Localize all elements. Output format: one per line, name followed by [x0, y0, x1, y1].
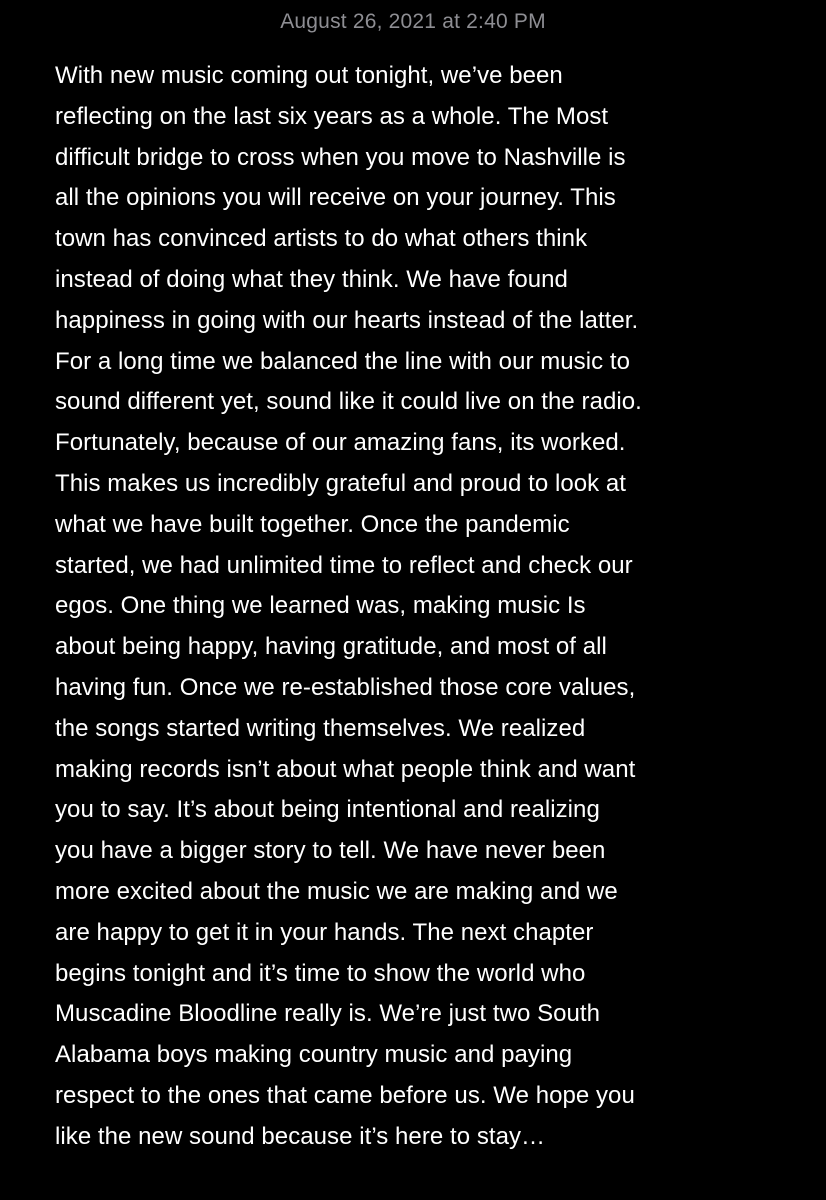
note-line: egos. One thing we learned was, making music Is — [55, 592, 586, 620]
note-line: having fun. Once we re-established those core values, — [55, 673, 636, 701]
note-line: started, we had unlimited time to reflect and check our — [55, 551, 633, 579]
note-line: town has convinced artists to do what others think — [55, 225, 588, 253]
note-line: happiness in going with our hearts instead of the latter. — [55, 306, 639, 334]
note-line: making records isn’t about what people think and want — [55, 755, 636, 783]
note-line: With new music coming out tonight, we’ve been — [55, 62, 563, 89]
note-timestamp: August 26, 2021 at 2:40 PM — [280, 10, 546, 33]
note-line: the songs started writing themselves. We realized — [55, 714, 586, 742]
note-line: reflecting on the last six years as a whole. The Most — [55, 102, 609, 130]
note-line: instead of doing what they think. We have found — [55, 265, 568, 293]
note-body-text[interactable] — [55, 56, 775, 1158]
note-line: Alabama boys making country music and paying — [55, 1041, 573, 1069]
note-line: you to say. It’s about being intentional and realizing — [55, 796, 600, 824]
note-line: Muscadine Bloodline really is. We’re just two South — [55, 1000, 601, 1028]
note-line: all the opinions you will receive on your journey. This — [55, 184, 616, 212]
note-line: sound different yet, sound like it could live on the radio. — [55, 388, 642, 416]
note-line: are happy to get it in your hands. The next chapter — [55, 918, 594, 946]
note-line: respect to the ones that came before us. We hope you — [55, 1081, 635, 1109]
note-line: what we have built together. Once the pandemic — [55, 510, 570, 538]
note-line: difficult bridge to cross when you move to Nashville is — [55, 143, 626, 171]
note-line: more excited about the music we are making and we — [55, 877, 618, 905]
note-line: you have a bigger story to tell. We have never been — [55, 837, 606, 865]
note-line: like the new sound because it’s here to stay… — [55, 1122, 546, 1150]
note-line: about being happy, having gratitude, and most of all — [55, 633, 607, 661]
note-line: begins tonight and it’s time to show the world who — [55, 959, 586, 987]
note-line: Fortunately, because of our amazing fans, its worked. — [55, 429, 626, 457]
note-line: This makes us incredibly grateful and proud to look at — [55, 469, 627, 497]
note-line: For a long time we balanced the line with our music to — [55, 347, 630, 375]
